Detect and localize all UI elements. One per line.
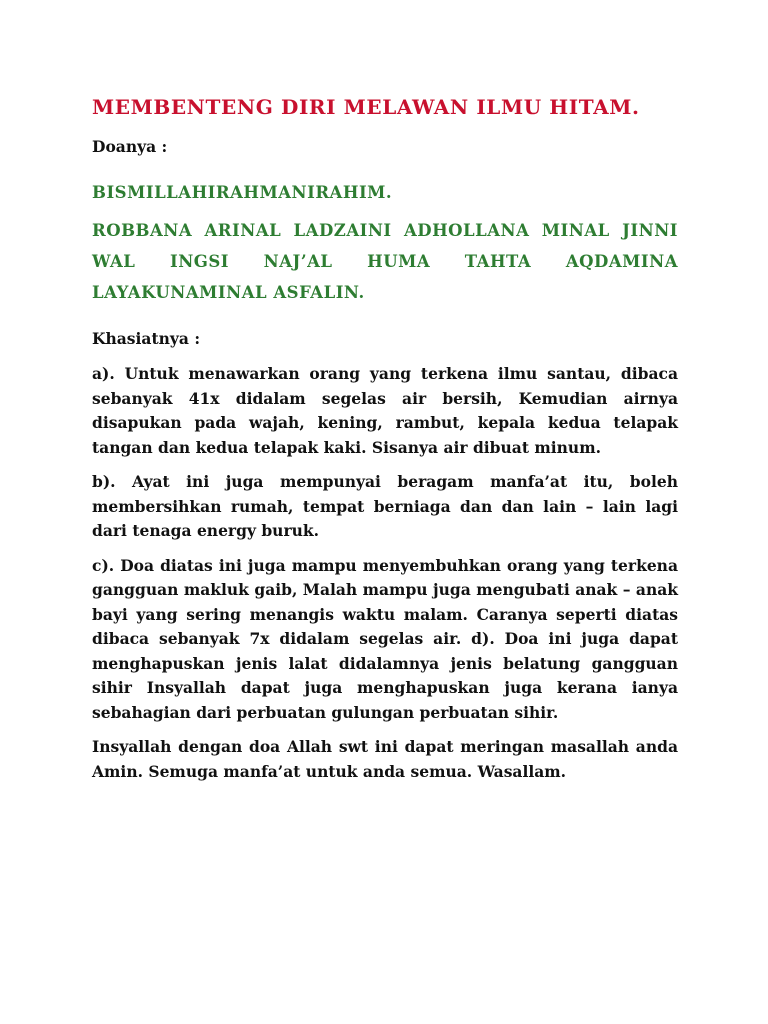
doa-label: Doanya :: [92, 137, 168, 156]
khasiat-label: Khasiatnya :: [92, 329, 201, 348]
prayer-text: ROBBANA ARINAL LADZAINI ADHOLLANA MINAL JINNI WAL INGSI NAJ’AL HUMA TAHTA AQDAMINA LAYAKUNAMINAL ASFALIN.: [92, 221, 678, 302]
document-title: MEMBENTENG DIRI MELAWAN ILMU HITAM.: [92, 95, 640, 119]
benefit-paragraph-c: c). Doa diatas ini juga mampu menyembuhkan orang yang terkena gangguan makluk gaib, Malah mampu juga mengubati anak – anak bayi yang sering menangis waktu malam. Caranya seperti diatas dibaca sebanyak 7x didalam segelas air. d). Doa ini juga dapat menghapuskan jenis lalat didalamnya jenis belatung gangguan sihir Insyallah dapat juga menghapuskan juga kerana ianya sebahagian dari perbuatan gulungan perbuatan sihir.: [92, 555, 678, 722]
benefit-paragraph-b: b). Ayat ini juga mempunyai beragam manfa’at itu, boleh membersihkan rumah, tempat berniaga dan dan lain – lain lagi dari tenaga energy buruk.: [92, 472, 678, 540]
closing-paragraph: Insyallah dengan doa Allah swt ini dapat meringan masallah anda Amin. Semuga manfa’at untuk anda semua. Wasallam.: [92, 737, 678, 781]
benefit-paragraph-a: a). Untuk menawarkan orang yang terkena ilmu santau, dibaca sebanyak 41x didalam segelas air bersih, Kemudian airnya disapukan pada wajah, kening, rambut, kepala kedua telapak tangan dan kedua telapak kaki. Sisanya air dibuat minum.: [92, 364, 678, 457]
basmalah-text: BISMILLAHIRAHMANIRAHIM.: [92, 183, 393, 202]
